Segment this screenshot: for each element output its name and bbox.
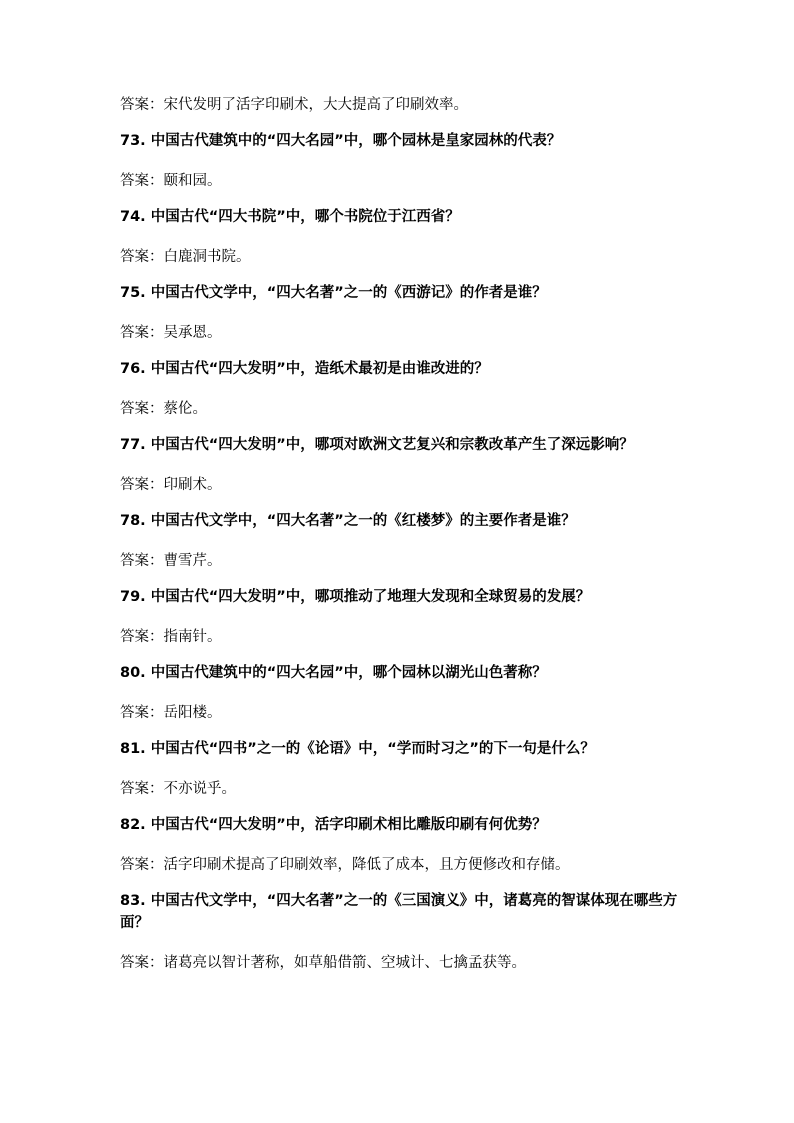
answer-text: 答案：蔡伦。: [120, 401, 207, 417]
question-number: 78.: [120, 513, 146, 529]
question-number: 82.: [120, 817, 146, 833]
question-body: 中国古代建筑中的“四大名园”中，哪个园林以湖光山色著称？: [150, 665, 547, 681]
question-number: 73.: [120, 133, 146, 149]
answer-text: 答案：白鹿洞书院。: [120, 249, 251, 265]
answer-text: 答案：颐和园。: [120, 173, 222, 189]
question-number: 74.: [120, 209, 146, 225]
question-text: [120, 130, 680, 152]
question-text: [120, 586, 680, 608]
question-number: 77.: [120, 437, 146, 453]
question-text: [120, 662, 680, 684]
answer-text: 答案：岳阳楼。: [120, 705, 222, 721]
question-body: 中国古代文学中，“四大名著”之一的《三国演义》中，诸葛亮的智谋体现在哪些方面？: [120, 893, 678, 931]
question-text: [120, 434, 680, 456]
answer-text: 答案：活字印刷术提高了印刷效率，降低了成本，且方便修改和存储。: [120, 857, 570, 873]
question-number: 83.: [120, 893, 146, 909]
answer-text: 答案：诸葛亮以智计著称，如草船借箭、空城计、七擒孟获等。: [120, 955, 526, 971]
question-text: [120, 890, 680, 934]
question-text: [120, 738, 680, 760]
question-number: 81.: [120, 741, 146, 757]
question-text: [120, 510, 680, 532]
question-text: [120, 206, 680, 228]
question-body: 中国古代建筑中的“四大名园”中，哪个园林是皇家园林的代表？: [150, 133, 562, 149]
question-body: 中国古代“四大发明”中，哪项推动了地理大发现和全球贸易的发展？: [150, 589, 591, 605]
answer-text: 答案：吴承恩。: [120, 325, 222, 341]
question-body: 中国古代“四大书院”中，哪个书院位于江西省？: [150, 209, 460, 225]
question-body: 中国古代文学中，“四大名著”之一的《西游记》的作者是谁？: [150, 285, 547, 301]
answer-text: 答案：指南针。: [120, 629, 222, 645]
answer-text: 答案：印刷术。: [120, 477, 222, 493]
question-body: 中国古代“四大发明”中，造纸术最初是由谁改进的？: [150, 361, 489, 377]
question-text: [120, 358, 680, 380]
question-number: 80.: [120, 665, 146, 681]
question-body: 中国古代“四大发明”中，哪项对欧洲文艺复兴和宗教改革产生了深远影响？: [150, 437, 634, 453]
question-number: 75.: [120, 285, 146, 301]
question-number: 76.: [120, 361, 146, 377]
question-text: [120, 814, 680, 836]
qa-list: [120, 94, 680, 974]
question-body: 中国古代文学中，“四大名著”之一的《红楼梦》的主要作者是谁？: [150, 513, 576, 529]
answer-text: 答案：宋代发明了活字印刷术，大大提高了印刷效率。: [120, 97, 468, 113]
question-text: [120, 282, 680, 304]
question-body: 中国古代“四大发明”中，活字印刷术相比雕版印刷有何优势？: [150, 817, 547, 833]
answer-text: 答案：曹雪芹。: [120, 553, 222, 569]
question-number: 79.: [120, 589, 146, 605]
question-body: 中国古代“四书”之一的《论语》中，“学而时习之”的下一句是什么？: [150, 741, 595, 757]
answer-text: 答案：不亦说乎。: [120, 781, 236, 797]
